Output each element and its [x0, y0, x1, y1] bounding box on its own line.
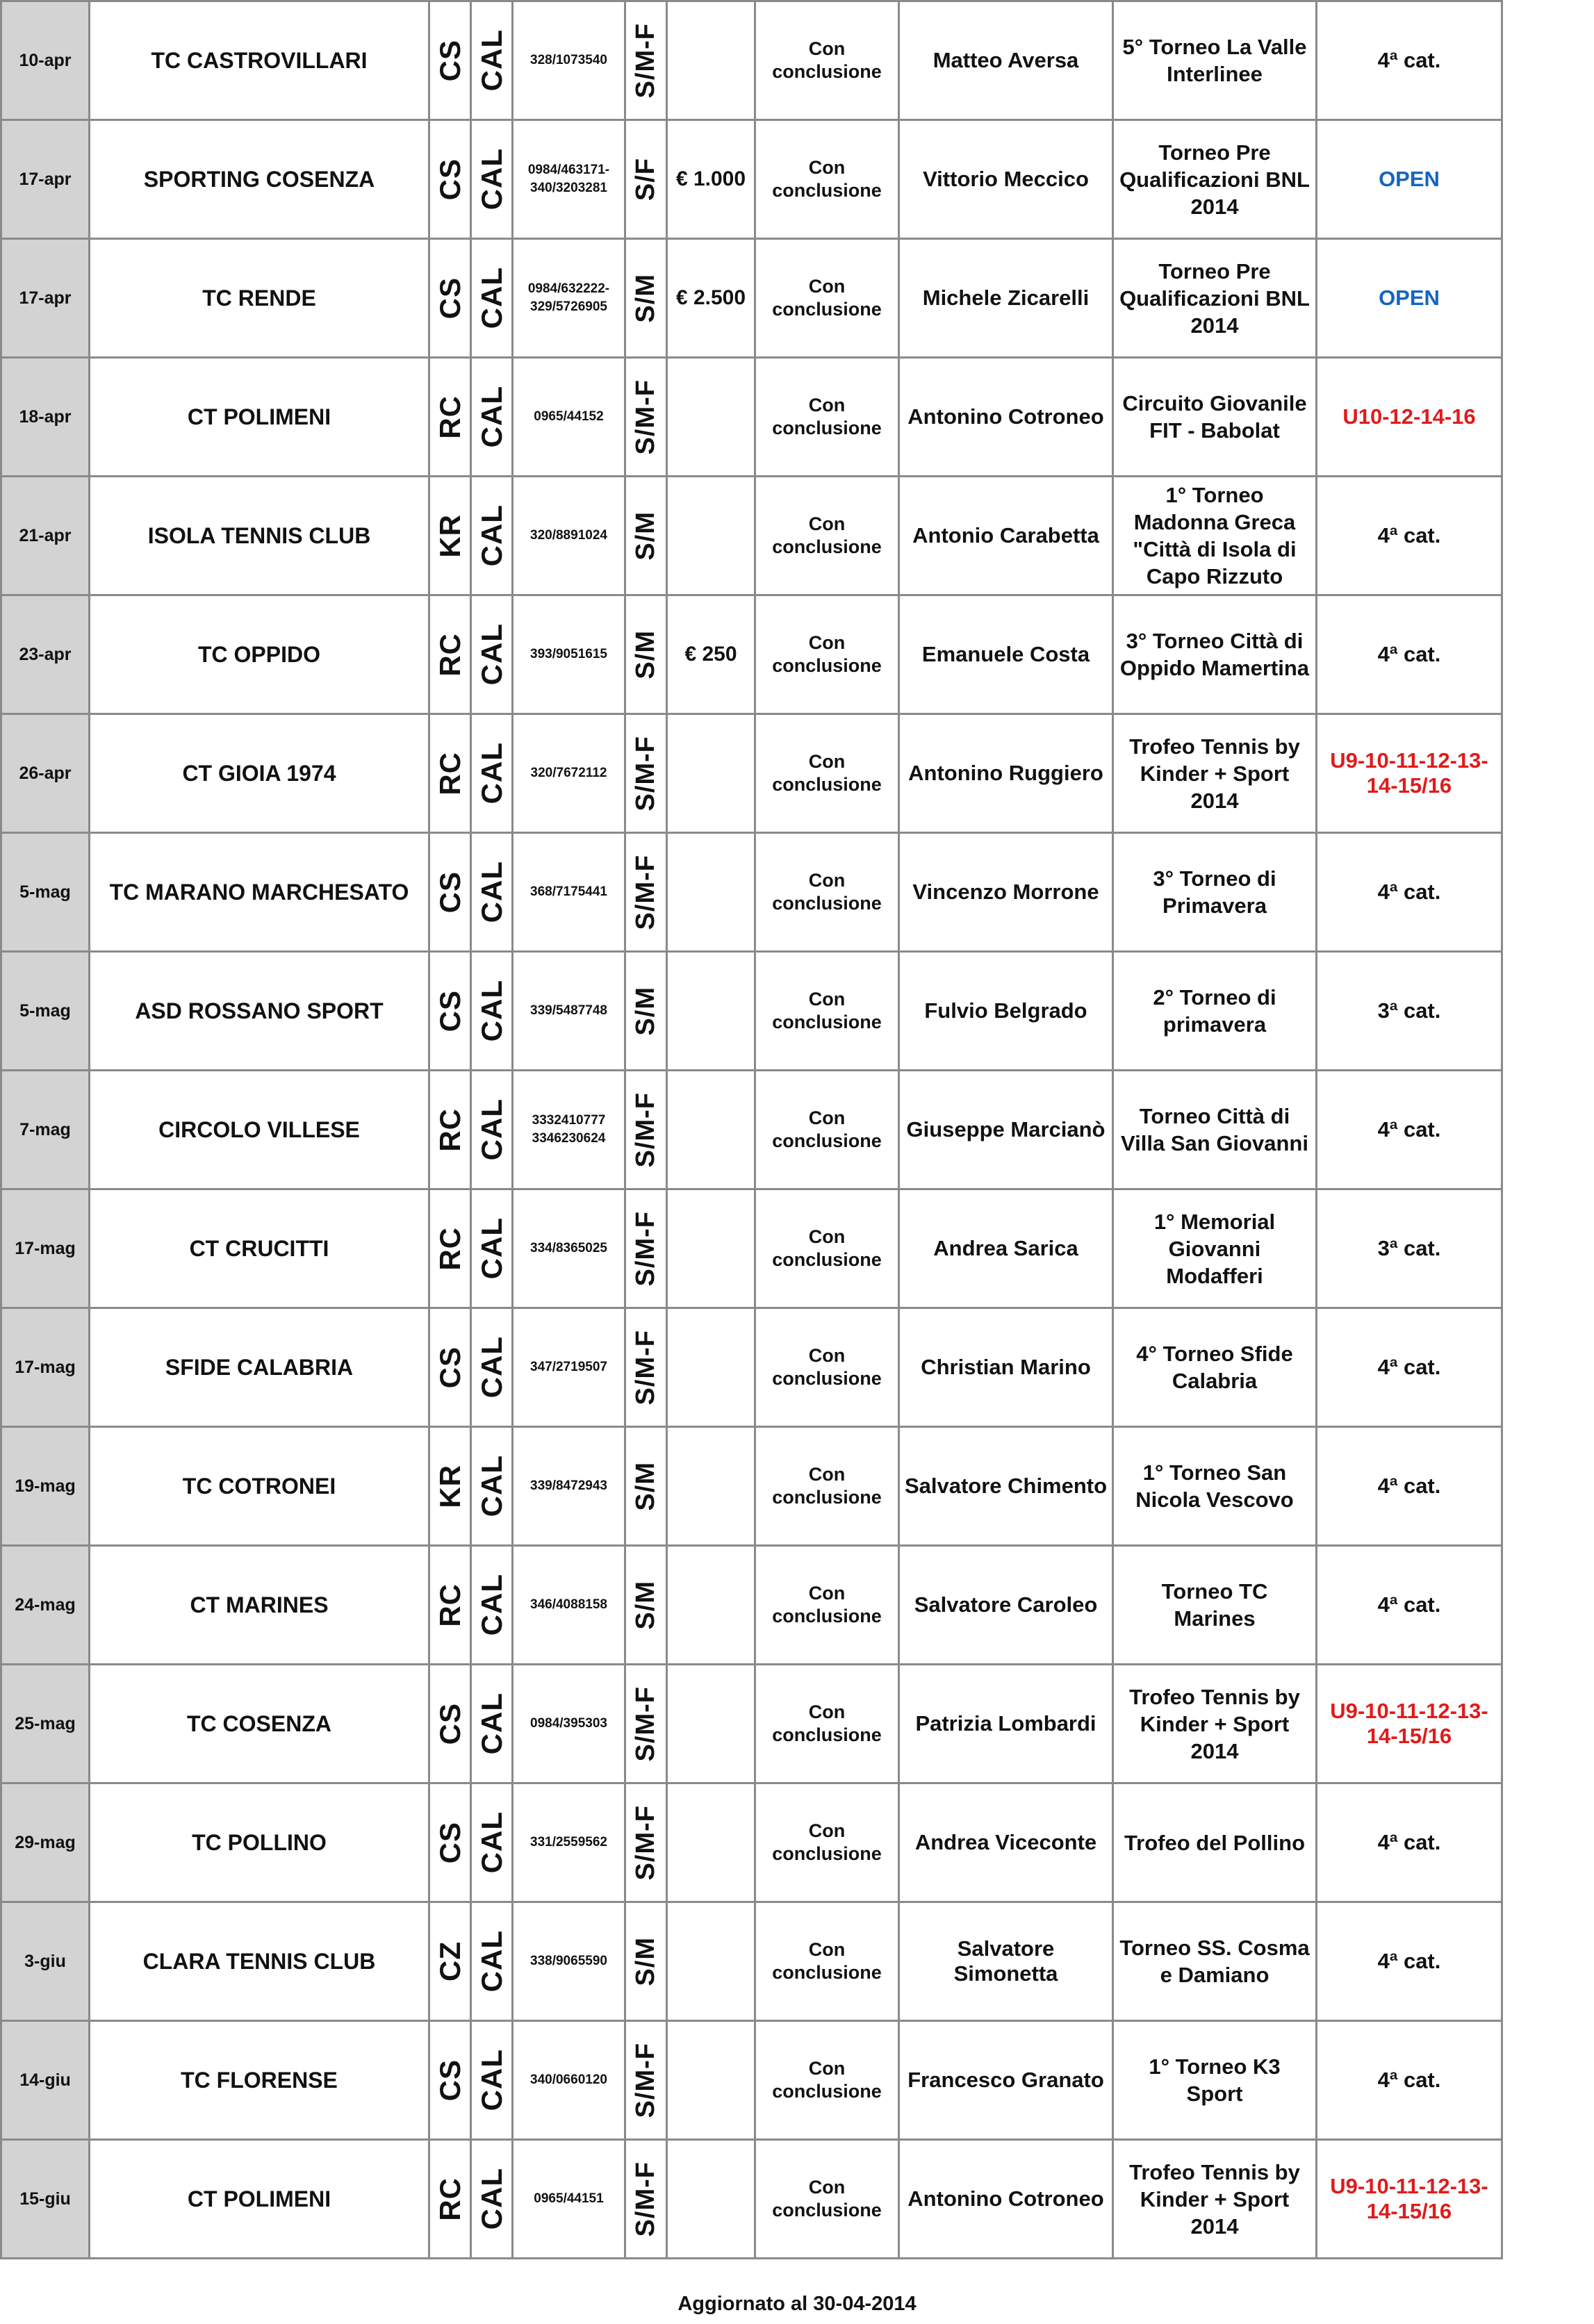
- prize-money-cell: € 1.000: [667, 120, 755, 239]
- prize-money-cell: [667, 2021, 755, 2140]
- phone-cell: 0984/395303: [513, 1665, 625, 1783]
- table-row: [1, 595, 1502, 714]
- club-name-cell: ASD ROSSANO SPORT: [90, 952, 429, 1071]
- format-cell: Con conclusione: [755, 2140, 899, 2259]
- category-type-label: S/F: [631, 157, 660, 201]
- player-category-cell: 4ª cat.: [1317, 1427, 1502, 1546]
- category-type-cell: [625, 952, 667, 1071]
- region-label: CAL: [475, 267, 508, 329]
- referee-cell: Andrea Viceconte: [899, 1783, 1113, 1902]
- region-label: CAL: [475, 1098, 508, 1161]
- prize-money-cell: € 250: [667, 595, 755, 714]
- table-row: [1, 1546, 1502, 1665]
- player-category-cell: 3ª cat.: [1317, 952, 1502, 1071]
- referee-cell: Michele Zicarelli: [899, 239, 1113, 358]
- province-cell: [429, 1308, 471, 1427]
- player-category-cell: 4ª cat.: [1317, 1546, 1502, 1665]
- region-label: CAL: [475, 1217, 508, 1280]
- category-type-cell: [625, 2021, 667, 2140]
- province-label: CS: [433, 158, 466, 201]
- referee-cell: Patrizia Lombardi: [899, 1665, 1113, 1783]
- province-label: CS: [433, 1821, 466, 1864]
- category-type-label: S/M-F: [631, 379, 660, 455]
- province-cell: [429, 477, 471, 595]
- table-row: [1, 1, 1502, 120]
- province-cell: [429, 1, 471, 120]
- format-cell: Con conclusione: [755, 1546, 899, 1665]
- player-category-cell: 4ª cat.: [1317, 1308, 1502, 1427]
- category-type-cell: [625, 477, 667, 595]
- province-label: CS: [433, 277, 466, 320]
- category-type-label: S/M-F: [631, 1804, 660, 1881]
- referee-cell: Vittorio Meccico: [899, 120, 1113, 239]
- region-cell: [471, 1665, 513, 1783]
- region-label: CAL: [475, 1811, 508, 1874]
- tournament-name-cell: Trofeo Tennis by Kinder + Sport 2014: [1113, 1665, 1317, 1783]
- table-body: [1, 1, 1502, 2259]
- player-category-cell: 4ª cat.: [1317, 1, 1502, 120]
- table-row: [1, 1189, 1502, 1308]
- region-cell: [471, 358, 513, 477]
- province-cell: [429, 595, 471, 714]
- prize-money-cell: [667, 1189, 755, 1308]
- prize-money-cell: [667, 1783, 755, 1902]
- referee-cell: Fulvio Belgrado: [899, 952, 1113, 1071]
- format-cell: Con conclusione: [755, 358, 899, 477]
- region-cell: [471, 1427, 513, 1546]
- tournament-name-cell: 1° Torneo K3 Sport: [1113, 2021, 1317, 2140]
- format-cell: Con conclusione: [755, 1902, 899, 2021]
- start-date-cell: 25-mag: [1, 1665, 90, 1783]
- phone-cell: 3332410777 3346230624: [513, 1071, 625, 1189]
- player-category-cell: OPEN: [1317, 239, 1502, 358]
- category-type-label: S/M-F: [631, 1091, 660, 1168]
- phone-cell: 340/0660120: [513, 2021, 625, 2140]
- province-cell: [429, 1546, 471, 1665]
- category-type-label: S/M: [631, 986, 660, 1036]
- format-cell: Con conclusione: [755, 833, 899, 952]
- category-type-cell: [625, 1427, 667, 1546]
- tournament-name-cell: 1° Torneo San Nicola Vescovo: [1113, 1427, 1317, 1546]
- referee-cell: Francesco Granato: [899, 2021, 1113, 2140]
- province-cell: [429, 1902, 471, 2021]
- province-label: RC: [433, 1583, 466, 1627]
- province-label: KR: [433, 513, 466, 558]
- phone-cell: 334/8365025: [513, 1189, 625, 1308]
- prize-money-cell: [667, 1071, 755, 1189]
- tournament-name-cell: Torneo Città di Villa San Giovanni: [1113, 1071, 1317, 1189]
- club-name-cell: CT GIOIA 1974: [90, 714, 429, 833]
- region-cell: [471, 833, 513, 952]
- club-name-cell: TC RENDE: [90, 239, 429, 358]
- tournament-name-cell: 1° Memorial Giovanni Modafferi: [1113, 1189, 1317, 1308]
- table-row: [1, 239, 1502, 358]
- format-cell: Con conclusione: [755, 1189, 899, 1308]
- phone-cell: 0984/632222-329/5726905: [513, 239, 625, 358]
- tournament-name-cell: 1° Torneo Madonna Greca "Città di Isola di Capo Rizzuto: [1113, 477, 1317, 595]
- category-type-label: S/M: [631, 1580, 660, 1630]
- start-date-cell: 26-apr: [1, 714, 90, 833]
- club-name-cell: SPORTING COSENZA: [90, 120, 429, 239]
- province-label: CS: [433, 1702, 466, 1745]
- region-cell: [471, 1308, 513, 1427]
- start-date-cell: 19-mag: [1, 1427, 90, 1546]
- tournament-name-cell: Torneo Pre Qualificazioni BNL 2014: [1113, 239, 1317, 358]
- province-cell: [429, 714, 471, 833]
- start-date-cell: 17-mag: [1, 1189, 90, 1308]
- start-date-cell: 17-apr: [1, 239, 90, 358]
- category-type-cell: [625, 1071, 667, 1189]
- phone-cell: 393/9051615: [513, 595, 625, 714]
- start-date-cell: 7-mag: [1, 1071, 90, 1189]
- player-category-cell: 4ª cat.: [1317, 477, 1502, 595]
- province-cell: [429, 2021, 471, 2140]
- tournament-name-cell: Circuito Giovanile FIT - Babolat: [1113, 358, 1317, 477]
- region-cell: [471, 1189, 513, 1308]
- tournament-name-cell: Trofeo Tennis by Kinder + Sport 2014: [1113, 714, 1317, 833]
- table-row: [1, 1665, 1502, 1783]
- region-cell: [471, 120, 513, 239]
- region-cell: [471, 1071, 513, 1189]
- format-cell: Con conclusione: [755, 477, 899, 595]
- table-row: [1, 1783, 1502, 1902]
- start-date-cell: 29-mag: [1, 1783, 90, 1902]
- region-label: CAL: [475, 1692, 508, 1755]
- category-type-cell: [625, 595, 667, 714]
- category-type-label: S/M-F: [631, 1329, 660, 1406]
- province-label: RC: [433, 395, 466, 439]
- format-cell: Con conclusione: [755, 714, 899, 833]
- start-date-cell: 5-mag: [1, 833, 90, 952]
- province-label: KR: [433, 1464, 466, 1508]
- region-label: CAL: [475, 623, 508, 686]
- club-name-cell: TC POLLINO: [90, 1783, 429, 1902]
- province-label: RC: [433, 2177, 466, 2221]
- province-cell: [429, 833, 471, 952]
- province-cell: [429, 1189, 471, 1308]
- start-date-cell: 24-mag: [1, 1546, 90, 1665]
- player-category-cell: 4ª cat.: [1317, 1902, 1502, 2021]
- province-cell: [429, 952, 471, 1071]
- player-category-cell: U9-10-11-12-13-14-15/16: [1317, 2140, 1502, 2259]
- prize-money-cell: [667, 714, 755, 833]
- prize-money-cell: [667, 1546, 755, 1665]
- category-type-cell: [625, 1902, 667, 2021]
- region-cell: [471, 477, 513, 595]
- club-name-cell: TC OPPIDO: [90, 595, 429, 714]
- region-cell: [471, 1, 513, 120]
- player-category-cell: U9-10-11-12-13-14-15/16: [1317, 714, 1502, 833]
- club-name-cell: ISOLA TENNIS CLUB: [90, 477, 429, 595]
- phone-cell: 338/9065590: [513, 1902, 625, 2021]
- region-cell: [471, 1902, 513, 2021]
- province-label: CS: [433, 871, 466, 914]
- region-label: CAL: [475, 1455, 508, 1517]
- tournament-name-cell: Torneo TC Marines: [1113, 1546, 1317, 1665]
- start-date-cell: 10-apr: [1, 1, 90, 120]
- table-row: [1, 714, 1502, 833]
- region-cell: [471, 714, 513, 833]
- region-label: CAL: [475, 386, 508, 448]
- region-cell: [471, 1783, 513, 1902]
- table-row: [1, 477, 1502, 595]
- category-type-cell: [625, 239, 667, 358]
- region-label: CAL: [475, 1930, 508, 1993]
- category-type-cell: [625, 120, 667, 239]
- category-type-cell: [625, 833, 667, 952]
- province-label: CS: [433, 989, 466, 1032]
- table-row: [1, 2140, 1502, 2259]
- province-cell: [429, 1071, 471, 1189]
- start-date-cell: 14-giu: [1, 2021, 90, 2140]
- category-type-cell: [625, 714, 667, 833]
- category-type-label: S/M-F: [631, 735, 660, 811]
- category-type-label: S/M-F: [631, 854, 660, 930]
- club-name-cell: SFIDE CALABRIA: [90, 1308, 429, 1427]
- referee-cell: Salvatore Simonetta: [899, 1902, 1113, 2021]
- prize-money-cell: [667, 1, 755, 120]
- phone-cell: 328/1073540: [513, 1, 625, 120]
- club-name-cell: CT CRUCITTI: [90, 1189, 429, 1308]
- format-cell: Con conclusione: [755, 1, 899, 120]
- start-date-cell: 3-giu: [1, 1902, 90, 2021]
- table-row: [1, 1308, 1502, 1427]
- prize-money-cell: [667, 952, 755, 1071]
- club-name-cell: TC COSENZA: [90, 1665, 429, 1783]
- club-name-cell: TC FLORENSE: [90, 2021, 429, 2140]
- format-cell: Con conclusione: [755, 1308, 899, 1427]
- table-row: [1, 1427, 1502, 1546]
- format-cell: Con conclusione: [755, 1665, 899, 1783]
- province-label: RC: [433, 1226, 466, 1271]
- region-cell: [471, 1546, 513, 1665]
- format-cell: Con conclusione: [755, 239, 899, 358]
- prize-money-cell: [667, 1665, 755, 1783]
- phone-cell: 320/8891024: [513, 477, 625, 595]
- category-type-label: S/M: [631, 629, 660, 679]
- phone-cell: 0965/44152: [513, 358, 625, 477]
- start-date-cell: 18-apr: [1, 358, 90, 477]
- category-type-cell: [625, 1665, 667, 1783]
- start-date-cell: 15-giu: [1, 2140, 90, 2259]
- category-type-cell: [625, 1189, 667, 1308]
- region-label: CAL: [475, 148, 508, 211]
- region-label: CAL: [475, 1336, 508, 1399]
- region-cell: [471, 952, 513, 1071]
- player-category-cell: 4ª cat.: [1317, 1071, 1502, 1189]
- region-cell: [471, 239, 513, 358]
- category-type-label: S/M: [631, 273, 660, 323]
- tournament-name-cell: 3° Torneo di Primavera: [1113, 833, 1317, 952]
- phone-cell: 346/4088158: [513, 1546, 625, 1665]
- referee-cell: Vincenzo Morrone: [899, 833, 1113, 952]
- category-type-label: S/M-F: [631, 2161, 660, 2237]
- region-cell: [471, 2140, 513, 2259]
- region-cell: [471, 2021, 513, 2140]
- category-type-label: S/M: [631, 1936, 660, 1986]
- player-category-cell: OPEN: [1317, 120, 1502, 239]
- referee-cell: Antonio Carabetta: [899, 477, 1113, 595]
- table-row: [1, 120, 1502, 239]
- phone-cell: 0965/44151: [513, 2140, 625, 2259]
- referee-cell: Emanuele Costa: [899, 595, 1113, 714]
- phone-cell: 320/7672112: [513, 714, 625, 833]
- category-type-cell: [625, 2140, 667, 2259]
- referee-cell: Salvatore Caroleo: [899, 1546, 1113, 1665]
- start-date-cell: 23-apr: [1, 595, 90, 714]
- tournament-name-cell: Trofeo Tennis by Kinder + Sport 2014: [1113, 2140, 1317, 2259]
- referee-cell: Antonino Cotroneo: [899, 358, 1113, 477]
- club-name-cell: CT POLIMENI: [90, 358, 429, 477]
- category-type-cell: [625, 1783, 667, 1902]
- prize-money-cell: [667, 358, 755, 477]
- table-row: [1, 952, 1502, 1071]
- region-label: CAL: [475, 29, 508, 92]
- province-label: CS: [433, 2059, 466, 2102]
- format-cell: Con conclusione: [755, 1071, 899, 1189]
- region-label: CAL: [475, 1574, 508, 1636]
- province-label: RC: [433, 751, 466, 796]
- player-category-cell: U9-10-11-12-13-14-15/16: [1317, 1665, 1502, 1783]
- table-row: [1, 2021, 1502, 2140]
- category-type-cell: [625, 1546, 667, 1665]
- prize-money-cell: [667, 1308, 755, 1427]
- phone-cell: 331/2559562: [513, 1783, 625, 1902]
- format-cell: Con conclusione: [755, 1427, 899, 1546]
- province-label: CZ: [433, 1941, 466, 1981]
- format-cell: Con conclusione: [755, 120, 899, 239]
- category-type-label: S/M-F: [631, 1210, 660, 1287]
- prize-money-cell: [667, 2140, 755, 2259]
- region-cell: [471, 595, 513, 714]
- category-type-label: S/M: [631, 511, 660, 561]
- province-label: RC: [433, 632, 466, 677]
- category-type-label: S/M-F: [631, 22, 660, 99]
- referee-cell: Giuseppe Marcianò: [899, 1071, 1113, 1189]
- club-name-cell: CLARA TENNIS CLUB: [90, 1902, 429, 2021]
- start-date-cell: 5-mag: [1, 952, 90, 1071]
- prize-money-cell: [667, 1427, 755, 1546]
- format-cell: Con conclusione: [755, 1783, 899, 1902]
- tournament-name-cell: Torneo SS. Cosma e Damiano: [1113, 1902, 1317, 2021]
- table-row: [1, 358, 1502, 477]
- table-row: [1, 833, 1502, 952]
- player-category-cell: 4ª cat.: [1317, 595, 1502, 714]
- category-type-cell: [625, 1308, 667, 1427]
- prize-money-cell: [667, 477, 755, 595]
- region-label: CAL: [475, 2049, 508, 2111]
- tournament-name-cell: 4° Torneo Sfide Calabria: [1113, 1308, 1317, 1427]
- start-date-cell: 17-mag: [1, 1308, 90, 1427]
- region-label: CAL: [475, 861, 508, 923]
- province-cell: [429, 2140, 471, 2259]
- phone-cell: 0984/463171-340/3203281: [513, 120, 625, 239]
- referee-cell: Antonino Ruggiero: [899, 714, 1113, 833]
- referee-cell: Salvatore Chimento: [899, 1427, 1113, 1546]
- province-label: CS: [433, 39, 466, 82]
- format-cell: Con conclusione: [755, 595, 899, 714]
- region-label: CAL: [475, 504, 508, 567]
- tournament-name-cell: Trofeo del Pollino: [1113, 1783, 1317, 1902]
- phone-cell: 347/2719507: [513, 1308, 625, 1427]
- referee-cell: Andrea Sarica: [899, 1189, 1113, 1308]
- category-type-cell: [625, 358, 667, 477]
- region-label: CAL: [475, 980, 508, 1042]
- player-category-cell: 4ª cat.: [1317, 2021, 1502, 2140]
- format-cell: Con conclusione: [755, 2021, 899, 2140]
- club-name-cell: CT MARINES: [90, 1546, 429, 1665]
- province-cell: [429, 1427, 471, 1546]
- tournament-name-cell: 5° Torneo La Valle Interlinee: [1113, 1, 1317, 120]
- category-type-label: S/M-F: [631, 2042, 660, 2118]
- province-cell: [429, 120, 471, 239]
- prize-money-cell: [667, 1902, 755, 2021]
- region-label: CAL: [475, 742, 508, 805]
- club-name-cell: TC CASTROVILLARI: [90, 1, 429, 120]
- referee-cell: Christian Marino: [899, 1308, 1113, 1427]
- province-cell: [429, 239, 471, 358]
- club-name-cell: TC COTRONEI: [90, 1427, 429, 1546]
- player-category-cell: 4ª cat.: [1317, 833, 1502, 952]
- province-cell: [429, 1665, 471, 1783]
- phone-cell: 339/5487748: [513, 952, 625, 1071]
- referee-cell: Antonino Cotroneo: [899, 2140, 1113, 2259]
- club-name-cell: CIRCOLO VILLESE: [90, 1071, 429, 1189]
- tournament-name-cell: Torneo Pre Qualificazioni BNL 2014: [1113, 120, 1317, 239]
- region-label: CAL: [475, 2168, 508, 2230]
- phone-cell: 368/7175441: [513, 833, 625, 952]
- province-cell: [429, 358, 471, 477]
- player-category-cell: 4ª cat.: [1317, 1783, 1502, 1902]
- phone-cell: 339/8472943: [513, 1427, 625, 1546]
- tournament-name-cell: 2° Torneo di primavera: [1113, 952, 1317, 1071]
- start-date-cell: 17-apr: [1, 120, 90, 239]
- player-category-cell: U10-12-14-16: [1317, 358, 1502, 477]
- prize-money-cell: [667, 833, 755, 952]
- province-label: CS: [433, 1346, 466, 1389]
- club-name-cell: TC MARANO MARCHESATO: [90, 833, 429, 952]
- category-type-label: S/M: [631, 1461, 660, 1511]
- category-type-label: S/M-F: [631, 1686, 660, 1762]
- format-cell: Con conclusione: [755, 952, 899, 1071]
- province-label: RC: [433, 1107, 466, 1152]
- referee-cell: Matteo Aversa: [899, 1, 1113, 120]
- table-row: [1, 1902, 1502, 2021]
- player-category-cell: 3ª cat.: [1317, 1189, 1502, 1308]
- start-date-cell: 21-apr: [1, 477, 90, 595]
- province-cell: [429, 1783, 471, 1902]
- club-name-cell: CT POLIMENI: [90, 2140, 429, 2259]
- category-type-cell: [625, 1, 667, 120]
- last-updated-note: Aggiornato al 30-04-2014: [677, 2293, 917, 2315]
- table-row: [1, 1071, 1502, 1189]
- prize-money-cell: € 2.500: [667, 239, 755, 358]
- tournament-name-cell: 3° Torneo Città di Oppido Mamertina: [1113, 595, 1317, 714]
